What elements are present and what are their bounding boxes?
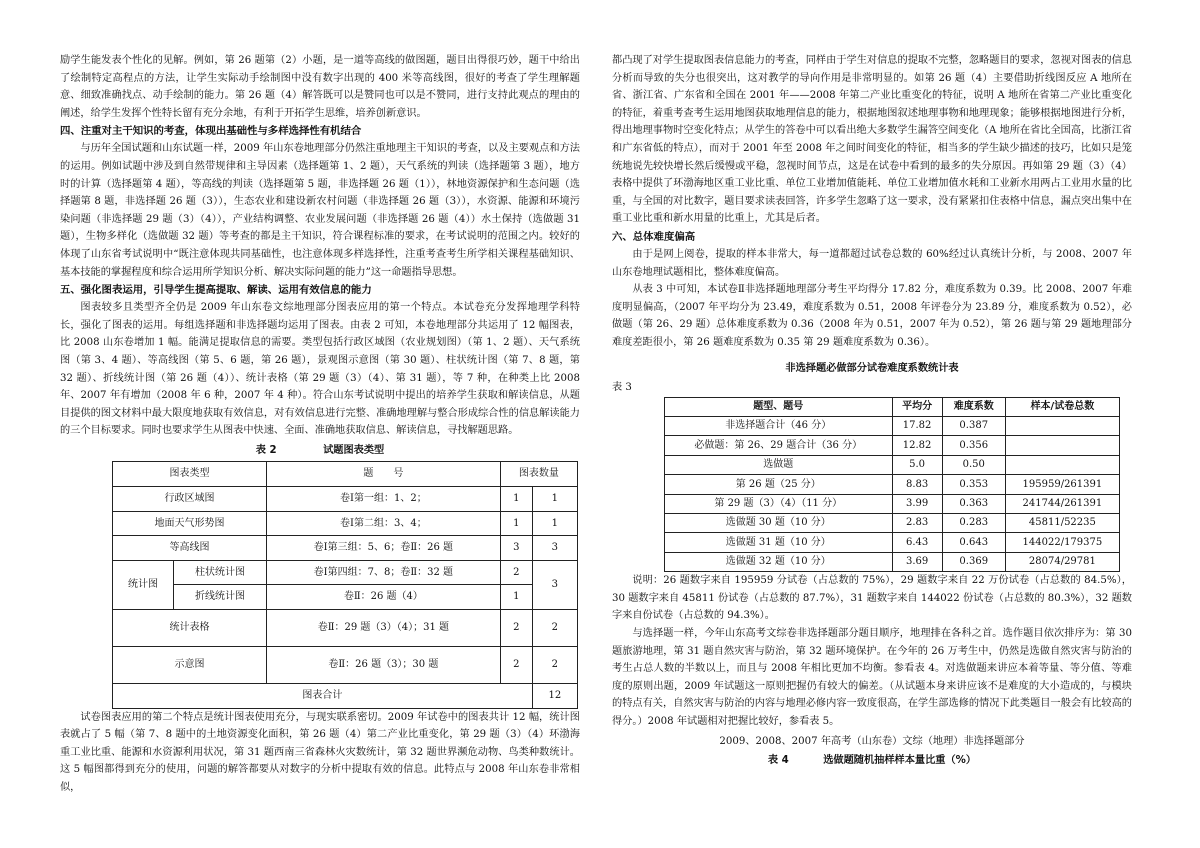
paragraph: 都凸现了对学生提取图表信息能力的考查，同样由于学生对信息的提取不完整，忽略题目的要求，忽视对图表的信息分析而导致的失分也很突出，这对教学的导向作用是非常明显的。如第 26 题（4）主要借助折线图反应 A 地所在省、浙江省、广东省和全国在 2001 年——2008 年第二产业比重变化的特征，说明 A 地所在省第二产业比重变化的特征，着重考查考生运用地图获取地理信息的能力，根据地图叙述地理事物和地理现象；能够根据地图进行分析，得出地理事物时空变化特点；从学生的答卷中可以看出绝大多数学生漏答空间变化（A 地所在省比全国高，比浙江省和广东省低的特点），而对于 2001 年至 2008 年之间时间变化的特征，相当多的学生缺少描述的技巧，比如只是笼统地说先较快增长然后缓慢或平稳，忽视时间节点，这是在试卷中看到的最多的失分原因。再如第 29 题（3）（4）表格中提供了环渤海地区重工业比重、单位工业增加值能耗、单位工业增加值水耗和工业新水用两占工业用水量的比重，与全国的对比数字，题目要求读表回答，许多学生忽略了这一要求，没有紧紧扣住表格中信息，漏点突出集中在重工业比重和新水用量的比重上，尤其是后者。	[612, 55, 1132, 225]
table-cell: 0.387	[942, 417, 1005, 436]
table-cell: 等高线图	[113, 536, 267, 561]
table-row	[113, 536, 578, 561]
chart-types-table	[112, 461, 578, 708]
table-header: 题型、题号	[665, 397, 893, 416]
table-row	[665, 552, 1120, 571]
paragraph: 与历年全国试题和山东试题一样，2009 年山东卷地理部分仍然注重地理主干知识的考查，以及主要观点和方法的运用。例如试题中涉及到自然带规律和主导因素（选择题第 1、2 题），天气系统的判读（选择题第 3 题），地方时的计算（选择题第 4 题），等高线的判读（选择题第 5 题，非选择题 26 题（1）），林地资源保护和生态问题（选择题第 8 题，非选择题 26 题（3）），生态农业和建设新农村问题（非选择题 26 题（3）），水资源、能源和环境污染问题（非选择题 29 题（3）（4）），产业结构调整、农业发展问题（非选择题 26 题（4））水土保持（选做题 31 题），生物多样化（选做题 32 题）等考查的都是主干知识，符合课程标准的要求，在考试说明的范围之内。较好的体现了山东省考试说明中“既注意体现共同基础性，也注意体现多样选择性，注重考查考生所学相关课程基础知识、基本技能的掌握程度和综合运用所学知识分析、解决实际问题的能力”这一命题指导思想。	[60, 143, 580, 278]
table-row	[665, 455, 1120, 474]
table-cell: 图表合计	[113, 684, 533, 709]
table-row	[665, 436, 1120, 455]
table-cell: 0.363	[942, 494, 1005, 513]
table-cell: 0.353	[942, 475, 1005, 494]
table-title: 试题图表类型	[323, 444, 385, 456]
table-cell: 统计表格	[113, 610, 267, 647]
table-header-row	[113, 462, 578, 487]
table-cell: 195959/261391	[1005, 475, 1119, 494]
table-cell: 1	[500, 511, 532, 536]
table-note: 说明：26 题数字来自 195959 分试卷（占总数的 75%），29 题数字来自 22 万份试卷（占总数的 84.5%），30 题数字来自 45811 份试卷（占总数的 87.7%），31 题数字来自 144022 份试卷（占总数的 80.3%），32 题数字来自份试卷（占总数的 94.3%）。	[612, 575, 1132, 622]
table-cell: 1	[532, 511, 577, 536]
table-row	[665, 533, 1120, 552]
table-number: 表 4	[767, 755, 789, 767]
table-cell: 0.50	[942, 455, 1005, 474]
table-header: 图表数量	[500, 462, 577, 487]
table-row	[113, 560, 578, 585]
left-column	[60, 52, 580, 797]
table-cell: 卷Ⅱ：29 题（3）（4）；31 题	[266, 610, 500, 647]
table-cell: 144022/179375	[1005, 533, 1119, 552]
table-cell: 3	[532, 536, 577, 561]
table-header: 平均分	[892, 397, 942, 416]
table-cell: 0.643	[942, 533, 1005, 552]
table-cell: 必做题：第 26、29 题合计（36 分）	[665, 436, 893, 455]
table-cell: 选做题 32 题（10 分）	[665, 552, 893, 571]
table-total-row	[113, 684, 578, 709]
table-cell: 卷Ⅰ第四组：7、8；卷Ⅱ：32 题	[266, 560, 500, 585]
table-header: 题 号	[266, 462, 500, 487]
table-cell: 行政区域图	[113, 487, 267, 512]
table-cell	[1005, 417, 1119, 436]
table-cell: 非选择题合计（46 分）	[665, 417, 893, 436]
table-title: 非选择题必做部分试卷难度系数统计表	[785, 362, 959, 374]
table-row	[665, 475, 1120, 494]
table-cell: 统计图	[113, 560, 174, 609]
paragraph: 由于是网上阅卷，提取的样本非常大，每一道都超过试卷总数的 60%经过认真统计分析，与 2008、2007 年山东卷地理试题相比，整体难度偏高。	[612, 248, 1132, 278]
section-heading-4: 四、注重对主干知识的考查，体现出基础性与多样选择性有机结合	[60, 125, 362, 138]
table-number: 表 2	[255, 444, 277, 456]
table-cell: 示意图	[113, 647, 267, 684]
table-cell: 选做题	[665, 455, 893, 474]
table-cell: 柱状统计图	[174, 560, 267, 585]
table-cell: 第 29 题（3）（4）（11 分）	[665, 494, 893, 513]
table-cell: 3	[500, 536, 532, 561]
table-row	[665, 494, 1120, 513]
table-cell: 6.43	[892, 533, 942, 552]
table-cell: 0.283	[942, 514, 1005, 533]
table-cell: 17.82	[892, 417, 942, 436]
table-cell	[1005, 455, 1119, 474]
table-cell: 卷Ⅰ第二组：3、4；	[266, 511, 500, 536]
table-cell: 2	[500, 647, 532, 684]
table-cell: 2.83	[892, 514, 942, 533]
table-4-caption-line1: 2009、2008、2007 年高考（山东卷）文综（地理）非选择题部分	[719, 735, 1025, 747]
table-cell: 2	[500, 610, 532, 647]
table-cell: 卷Ⅰ第三组：5、6；卷Ⅱ：26 题	[266, 536, 500, 561]
paragraph: 励学生能发表个性化的见解。例如，第 26 题第（2）小题，是一道等高线的做图题，题目出得很巧妙，题干中给出了绘制特定高程点的方法，让学生实际动手绘制图中没有数字出现的 400 米等高线图，很好的考查了学生理解题意、细致准确找点、动手绘制的能力。第 26 题（4）解答既可以是赞同也可以是不赞同，进行支持此观点的理由的阐述，给学生发挥个性特长留有充分余地，有利于开拓学生思维，培养创新意识。	[60, 55, 580, 119]
table-cell: 0.369	[942, 552, 1005, 571]
table-2-caption	[60, 442, 580, 460]
difficulty-table	[664, 397, 1120, 573]
table-cell: 0.356	[942, 436, 1005, 455]
table-row	[113, 585, 578, 610]
table-cell: 3.99	[892, 494, 942, 513]
table-cell: 1	[500, 487, 532, 512]
table-cell: 12.82	[892, 436, 942, 455]
table-cell: 卷Ⅱ：26 题（4）	[266, 585, 500, 610]
table-cell: 2	[500, 560, 532, 585]
paragraph: 从表 3 中可知，本试卷Ⅱ非选择题地理部分考生平均得分 17.82 分，难度系数为 0.39。比 2008、2007 年难度明显偏高，（2007 年平均分为 23.49，难度系数为 0.51，2008 年评卷分为 23.89 分，难度系数为 0.52），必做题（第 26、29 题）总体难度系数为 0.36（2008 年为 0.51，2007 年为 0.52），第 26 题与第 29 题地理部分难度差距很小，第 26 题难度系数为 0.35 第 29 题难度系数为 0.36）。	[612, 284, 1132, 348]
table-header: 难度系数	[942, 397, 1005, 416]
table-cell: 选做题 31 题（10 分）	[665, 533, 893, 552]
table-cell: 地面天气形势图	[113, 511, 267, 536]
table-cell: 3.69	[892, 552, 942, 571]
table-row	[113, 610, 578, 647]
table-3-number: 表 3	[612, 382, 632, 394]
section-heading-5: 五、强化图表运用，引导学生提高提取、解读、运用有效信息的能力	[60, 284, 372, 297]
table-cell	[1005, 436, 1119, 455]
paragraph: 与选择题一样，今年山东高考文综卷非选择题部分题目顺序，地理排在各科之首。选作题目依次排序为：第 30 题旅游地理，第 31 题自然灾害与防治，第 32 题环境保护。在今年的 26 万考生中，仍然是选做自然灾害与防治的考生占总人数的半数以上，而且与 2008 年相比更加不均衡。参看表 4。对选做题来讲应本着等量、等分值、等难度的原则出题，2009 年试题这一原则把握仍有较大的偏差。（从试题本身来讲应该不是难度的大小造成的，与模块的特点有关，自然灾害与防治的内容与地理必修内容一致度很高，在学生部选修的情况下此类题目一般会有比较高的得分。）2008 年试题相对把握比较好，参看表 5。	[612, 627, 1132, 727]
table-header-row	[665, 397, 1120, 416]
table-cell: 1	[532, 487, 577, 512]
table-4-caption-line2	[612, 752, 1132, 770]
table-cell: 28074/29781	[1005, 552, 1119, 571]
table-cell: 2	[532, 647, 577, 684]
table-cell: 5.0	[892, 455, 942, 474]
table-header: 样本/试卷总数	[1005, 397, 1119, 416]
table-cell: 8.83	[892, 475, 942, 494]
table-title: 选做题随机抽样样本量比重（%）	[823, 755, 977, 767]
table-cell: 卷Ⅱ：26 题（3）；30 题	[266, 647, 500, 684]
table-3-title	[612, 360, 1132, 378]
table-row	[665, 514, 1120, 533]
table-cell: 2	[532, 610, 577, 647]
table-cell: 45811/52235	[1005, 514, 1119, 533]
table-cell: 选做题 30 题（10 分）	[665, 514, 893, 533]
table-cell: 241744/261391	[1005, 494, 1119, 513]
table-header: 图表类型	[113, 462, 267, 487]
table-cell: 1	[500, 585, 532, 610]
section-heading-6: 六、总体难度偏高	[612, 230, 696, 243]
paragraph: 图表较多且类型齐全仍是 2009 年山东卷文综地理部分图表应用的第一个特点。本试卷充分发挥地理学科特长，强化了图表的运用。每组选择题和非选择题均运用了图表。由表 2 可知，本卷地理部分共运用了 12 幅图表，比 2008 山东卷增加 1 幅。能满足提取信息的需要。类型包括行政区域图（农业规划图）（第 1、2 题）、天气系统图（第 3、4 题）、等高线图（第 5、6 题，第 26 题），景观图示意图（第 30 题）、柱状统计图（第 7、8 题，第 32 题）、折线统计图（第 26 题（4））、统计表格（第 29 题（3）（4）、第 31 题），等 7 种，在种类上比 2008 年、2007 年有增加（2008 年 6 种，2007 年 4 种）。符合山东考试说明中提出的培养学生获取和解读信息，从题目提供的图文材料中最大限度地获取有效信息，对有效信息进行完整、准确地理解与整合形成综合性的信息解读能力的三个目标要求。同时也要求学生从图表中快速、全面、准确地获取信息、解读信息，寻找解题思路。	[60, 302, 580, 437]
table-cell: 3	[532, 560, 577, 609]
table-row	[113, 647, 578, 684]
table-cell: 第 26 题（25 分）	[665, 475, 893, 494]
table-cell: 卷Ⅰ第一组：1、2；	[266, 487, 500, 512]
table-row	[113, 487, 578, 512]
right-column	[612, 52, 1132, 772]
table-cell: 折线统计图	[174, 585, 267, 610]
table-row	[665, 417, 1120, 436]
paragraph: 试卷图表应用的第二个特点是统计图表使用充分，与现实联系密切。2009 年试卷中的图表共计 12 幅，统计图表就占了 5 幅（第 7、8 题中的土地资源变化面积，第 26 题（4）第二产业比重变化，第 29 题（3）（4）环渤海重工业比重、能源和水资源利用状况，第 31 题西南三省森林火灾数统计，第 32 题世界濒危动物、鸟类种数统计。这 5 幅图都得到充分的使用，问题的解答都要从对数字的分析中提取有效的信息。此特点与 2008 年山东卷非常相似，	[60, 711, 580, 793]
table-row	[113, 511, 578, 536]
table-cell: 12	[532, 684, 577, 709]
